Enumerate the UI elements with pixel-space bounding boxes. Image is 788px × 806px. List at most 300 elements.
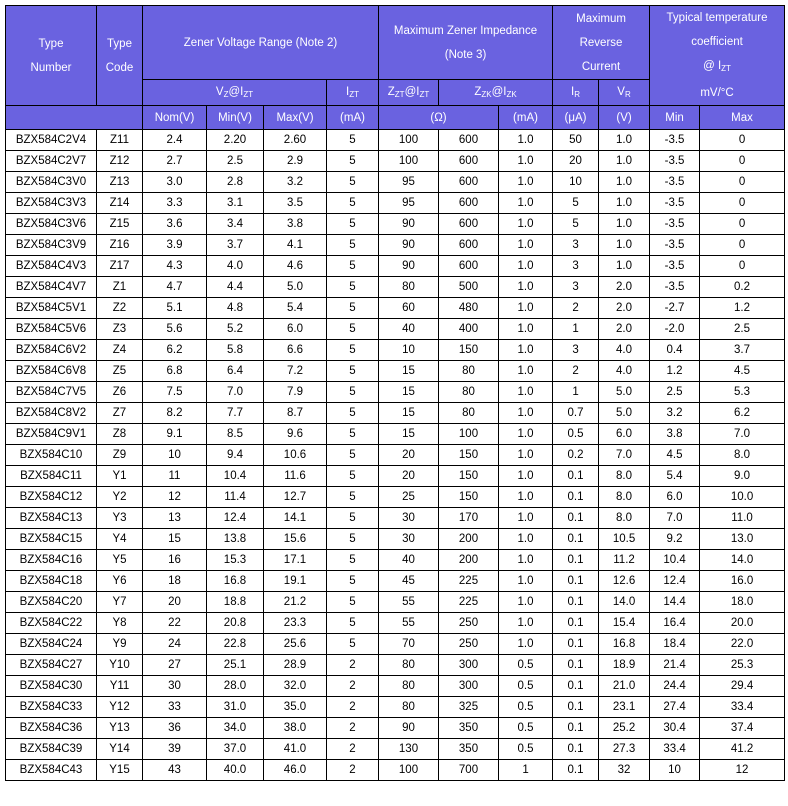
cell-type-number: BZX584C3V9	[6, 235, 97, 256]
header-type-number: Type Number	[6, 6, 97, 106]
cell-tc-min: 6.0	[650, 487, 700, 508]
cell-zzk: 170	[439, 508, 499, 529]
cell-type-code: Z12	[97, 151, 143, 172]
cell-tc-max: 9.0	[700, 466, 785, 487]
cell-izt: 5	[327, 634, 379, 655]
cell-tc-min: -3.5	[650, 277, 700, 298]
cell-zzt: 55	[379, 613, 439, 634]
cell-tc-min: -3.5	[650, 130, 700, 151]
cell-izk: 1.0	[499, 487, 553, 508]
cell-vz-min: 3.4	[207, 214, 264, 235]
cell-tc-min: -2.0	[650, 319, 700, 340]
cell-vz-nom: 36	[143, 718, 207, 739]
cell-vr: 23.1	[599, 697, 650, 718]
cell-izk: 1.0	[499, 172, 553, 193]
cell-type-number: BZX584C18	[6, 571, 97, 592]
cell-zzk: 300	[439, 676, 499, 697]
cell-zzk: 350	[439, 739, 499, 760]
cell-vz-max: 46.0	[264, 760, 327, 781]
cell-zzt: 70	[379, 634, 439, 655]
cell-vz-min: 22.8	[207, 634, 264, 655]
cell-izk: 1.0	[499, 256, 553, 277]
cell-ir: 0.1	[553, 760, 599, 781]
cell-tc-min: 24.4	[650, 676, 700, 697]
cell-zzt: 80	[379, 697, 439, 718]
cell-izt: 5	[327, 424, 379, 445]
cell-vr: 1.0	[599, 151, 650, 172]
cell-izt: 5	[327, 235, 379, 256]
cell-vz-max: 5.0	[264, 277, 327, 298]
zener-diode-spec-table	[5, 5, 785, 781]
cell-vz-max: 21.2	[264, 592, 327, 613]
cell-zzk: 100	[439, 424, 499, 445]
cell-vz-nom: 4.3	[143, 256, 207, 277]
cell-vz-nom: 22	[143, 613, 207, 634]
header-unit-blank	[6, 106, 143, 130]
cell-vr: 1.0	[599, 130, 650, 151]
cell-vz-min: 2.20	[207, 130, 264, 151]
table-row	[6, 298, 785, 319]
cell-zzk: 600	[439, 130, 499, 151]
cell-vz-min: 15.3	[207, 550, 264, 571]
header-zzk-at-izk: $Z_{ZK}@I_{ZK}$	[439, 80, 553, 106]
cell-tc-max: 13.0	[700, 529, 785, 550]
cell-izk: 1.0	[499, 277, 553, 298]
cell-vz-max: 19.1	[264, 571, 327, 592]
cell-vz-nom: 30	[143, 676, 207, 697]
cell-ir: 0.1	[553, 676, 599, 697]
cell-izk: 0.5	[499, 697, 553, 718]
cell-vz-max: 7.9	[264, 382, 327, 403]
cell-tc-max: 12	[700, 760, 785, 781]
cell-zzk: 500	[439, 277, 499, 298]
cell-zzk: 250	[439, 613, 499, 634]
cell-type-code: Z9	[97, 445, 143, 466]
cell-izk: 1	[499, 760, 553, 781]
cell-izt: 2	[327, 655, 379, 676]
cell-tc-min: 27.4	[650, 697, 700, 718]
cell-type-code: Y8	[97, 613, 143, 634]
cell-izk: 1.0	[499, 403, 553, 424]
cell-vz-nom: 3.3	[143, 193, 207, 214]
cell-type-code: Z13	[97, 172, 143, 193]
cell-ir: 5	[553, 193, 599, 214]
cell-ir: 3	[553, 256, 599, 277]
table-header	[6, 6, 785, 130]
cell-vz-min: 5.2	[207, 319, 264, 340]
cell-vz-min: 34.0	[207, 718, 264, 739]
cell-ir: 0.1	[553, 592, 599, 613]
cell-tc-min: 1.2	[650, 361, 700, 382]
cell-tc-min: 10	[650, 760, 700, 781]
table-row	[6, 466, 785, 487]
table-row	[6, 277, 785, 298]
cell-vr: 10.5	[599, 529, 650, 550]
cell-type-number: BZX584C22	[6, 613, 97, 634]
table-row	[6, 235, 785, 256]
cell-tc-max: 0	[700, 235, 785, 256]
cell-tc-max: 4.5	[700, 361, 785, 382]
cell-vz-max: 5.4	[264, 298, 327, 319]
cell-vz-nom: 10	[143, 445, 207, 466]
cell-tc-max: 37.4	[700, 718, 785, 739]
cell-zzt: 95	[379, 193, 439, 214]
header-max-zener-impedance: Maximum Zener Impedance (Note 3)	[379, 6, 553, 80]
cell-vz-min: 3.7	[207, 235, 264, 256]
cell-type-number: BZX584C3V3	[6, 193, 97, 214]
cell-vz-nom: 3.9	[143, 235, 207, 256]
table-row	[6, 487, 785, 508]
cell-vz-nom: 2.7	[143, 151, 207, 172]
cell-ir: 1	[553, 382, 599, 403]
cell-ir: 0.1	[553, 487, 599, 508]
cell-type-number: BZX584C2V7	[6, 151, 97, 172]
cell-tc-max: 5.3	[700, 382, 785, 403]
cell-izt: 2	[327, 760, 379, 781]
table-row	[6, 445, 785, 466]
cell-type-code: Z16	[97, 235, 143, 256]
cell-zzt: 90	[379, 235, 439, 256]
cell-izk: 1.0	[499, 445, 553, 466]
cell-vr: 8.0	[599, 466, 650, 487]
cell-tc-max: 0.2	[700, 277, 785, 298]
cell-tc-max: 2.5	[700, 319, 785, 340]
cell-type-number: BZX584C6V2	[6, 340, 97, 361]
cell-tc-min: 7.0	[650, 508, 700, 529]
cell-ir: 0.1	[553, 466, 599, 487]
cell-type-number: BZX584C27	[6, 655, 97, 676]
cell-izt: 5	[327, 256, 379, 277]
cell-vz-min: 7.7	[207, 403, 264, 424]
cell-vz-nom: 6.2	[143, 340, 207, 361]
table-row	[6, 592, 785, 613]
cell-zzk: 600	[439, 214, 499, 235]
cell-type-number: BZX584C33	[6, 697, 97, 718]
table-row	[6, 340, 785, 361]
cell-vz-max: 6.0	[264, 319, 327, 340]
cell-zzt: 80	[379, 655, 439, 676]
cell-type-code: Z2	[97, 298, 143, 319]
header-max-reverse-current: Maximum Reverse Current	[553, 6, 650, 80]
cell-vr: 27.3	[599, 739, 650, 760]
cell-zzk: 480	[439, 298, 499, 319]
cell-vr: 4.0	[599, 361, 650, 382]
cell-type-code: Y5	[97, 550, 143, 571]
cell-zzk: 600	[439, 235, 499, 256]
header-unit-nom: Nom(V)	[143, 106, 207, 130]
cell-vz-nom: 4.7	[143, 277, 207, 298]
cell-type-number: BZX584C10	[6, 445, 97, 466]
cell-zzt: 100	[379, 151, 439, 172]
header-unit-min: Min(V)	[207, 106, 264, 130]
cell-vz-nom: 6.8	[143, 361, 207, 382]
table-row	[6, 151, 785, 172]
cell-type-code: Z5	[97, 361, 143, 382]
cell-type-number: BZX584C24	[6, 634, 97, 655]
cell-zzt: 30	[379, 529, 439, 550]
cell-zzt: 40	[379, 319, 439, 340]
cell-izk: 0.5	[499, 676, 553, 697]
cell-vz-nom: 11	[143, 466, 207, 487]
header-temp-coefficient: Typical temperature coefficient @ $I_{ZT}$ mV/°C	[650, 6, 785, 106]
cell-zzt: 80	[379, 676, 439, 697]
cell-vz-nom: 27	[143, 655, 207, 676]
cell-vz-min: 18.8	[207, 592, 264, 613]
cell-tc-max: 20.0	[700, 613, 785, 634]
cell-type-code: Y9	[97, 634, 143, 655]
cell-vr: 25.2	[599, 718, 650, 739]
header-izt: $I_{ZT}$	[327, 80, 379, 106]
cell-tc-min: -3.5	[650, 193, 700, 214]
table-row	[6, 361, 785, 382]
cell-type-code: Z11	[97, 130, 143, 151]
cell-tc-max: 10.0	[700, 487, 785, 508]
cell-tc-min: 5.4	[650, 466, 700, 487]
cell-tc-min: 16.4	[650, 613, 700, 634]
cell-type-number: BZX584C39	[6, 739, 97, 760]
cell-tc-min: 10.4	[650, 550, 700, 571]
cell-zzt: 90	[379, 256, 439, 277]
cell-zzt: 15	[379, 403, 439, 424]
cell-izt: 5	[327, 592, 379, 613]
cell-zzk: 600	[439, 151, 499, 172]
table-row	[6, 256, 785, 277]
cell-tc-min: 18.4	[650, 634, 700, 655]
cell-ir: 0.1	[553, 718, 599, 739]
cell-izk: 1.0	[499, 235, 553, 256]
cell-tc-min: 14.4	[650, 592, 700, 613]
cell-vz-max: 2.9	[264, 151, 327, 172]
cell-vz-max: 32.0	[264, 676, 327, 697]
cell-vz-nom: 7.5	[143, 382, 207, 403]
cell-type-number: BZX584C9V1	[6, 424, 97, 445]
cell-vr: 7.0	[599, 445, 650, 466]
cell-vz-min: 2.5	[207, 151, 264, 172]
cell-vz-min: 2.8	[207, 172, 264, 193]
cell-izk: 1.0	[499, 466, 553, 487]
cell-vz-max: 38.0	[264, 718, 327, 739]
cell-zzk: 150	[439, 487, 499, 508]
cell-type-number: BZX584C2V4	[6, 130, 97, 151]
table-row	[6, 697, 785, 718]
cell-zzt: 20	[379, 445, 439, 466]
cell-vz-nom: 39	[143, 739, 207, 760]
cell-vz-nom: 3.6	[143, 214, 207, 235]
cell-izt: 5	[327, 298, 379, 319]
cell-vz-max: 10.6	[264, 445, 327, 466]
header-unit-max: Max(V)	[264, 106, 327, 130]
cell-ir: 50	[553, 130, 599, 151]
table-row	[6, 655, 785, 676]
cell-vz-max: 41.0	[264, 739, 327, 760]
cell-izt: 5	[327, 151, 379, 172]
cell-vz-min: 25.1	[207, 655, 264, 676]
cell-izk: 1.0	[499, 424, 553, 445]
cell-vz-max: 4.1	[264, 235, 327, 256]
cell-vz-max: 9.6	[264, 424, 327, 445]
cell-vr: 21.0	[599, 676, 650, 697]
cell-vz-nom: 3.0	[143, 172, 207, 193]
cell-vr: 1.0	[599, 256, 650, 277]
cell-vz-max: 17.1	[264, 550, 327, 571]
header-unit-izt-ma: (mA)	[327, 106, 379, 130]
cell-ir: 5	[553, 214, 599, 235]
cell-type-code: Y14	[97, 739, 143, 760]
cell-tc-max: 18.0	[700, 592, 785, 613]
cell-zzt: 20	[379, 466, 439, 487]
cell-vz-nom: 12	[143, 487, 207, 508]
cell-vr: 5.0	[599, 382, 650, 403]
cell-zzt: 30	[379, 508, 439, 529]
cell-izt: 5	[327, 130, 379, 151]
cell-type-number: BZX584C4V7	[6, 277, 97, 298]
header-zzt-at-izt: $Z_{ZT}@I_{ZT}$	[379, 80, 439, 106]
cell-zzk: 400	[439, 319, 499, 340]
cell-vz-min: 4.0	[207, 256, 264, 277]
cell-vz-max: 12.7	[264, 487, 327, 508]
cell-ir: 2	[553, 361, 599, 382]
header-unit-tc-min: Min	[650, 106, 700, 130]
cell-izt: 5	[327, 319, 379, 340]
cell-type-code: Y15	[97, 760, 143, 781]
datasheet-table-container	[5, 5, 785, 781]
header-type-code: Type Code	[97, 6, 143, 106]
cell-izk: 1.0	[499, 634, 553, 655]
cell-tc-min: -3.5	[650, 151, 700, 172]
cell-type-number: BZX584C30	[6, 676, 97, 697]
cell-tc-min: 21.4	[650, 655, 700, 676]
cell-vz-max: 8.7	[264, 403, 327, 424]
cell-ir: 1	[553, 319, 599, 340]
table-row	[6, 718, 785, 739]
cell-vz-nom: 5.1	[143, 298, 207, 319]
cell-vz-min: 12.4	[207, 508, 264, 529]
cell-vz-max: 15.6	[264, 529, 327, 550]
cell-vz-min: 7.0	[207, 382, 264, 403]
cell-type-code: Z3	[97, 319, 143, 340]
cell-izk: 1.0	[499, 529, 553, 550]
cell-tc-min: 4.5	[650, 445, 700, 466]
cell-vz-nom: 16	[143, 550, 207, 571]
cell-izk: 1.0	[499, 613, 553, 634]
table-row	[6, 382, 785, 403]
cell-tc-min: -3.5	[650, 256, 700, 277]
cell-zzk: 200	[439, 529, 499, 550]
cell-tc-max: 0	[700, 172, 785, 193]
cell-zzk: 700	[439, 760, 499, 781]
cell-izk: 1.0	[499, 193, 553, 214]
cell-type-code: Y6	[97, 571, 143, 592]
cell-zzt: 40	[379, 550, 439, 571]
cell-type-code: Z15	[97, 214, 143, 235]
cell-vz-max: 3.5	[264, 193, 327, 214]
cell-izt: 5	[327, 361, 379, 382]
cell-tc-max: 22.0	[700, 634, 785, 655]
cell-zzk: 80	[439, 403, 499, 424]
header-zener-voltage-range: Zener Voltage Range (Note 2)	[143, 6, 379, 80]
cell-vz-min: 16.8	[207, 571, 264, 592]
cell-ir: 10	[553, 172, 599, 193]
cell-izk: 1.0	[499, 382, 553, 403]
cell-vz-min: 6.4	[207, 361, 264, 382]
cell-tc-min: 30.4	[650, 718, 700, 739]
cell-type-number: BZX584C36	[6, 718, 97, 739]
cell-izk: 1.0	[499, 550, 553, 571]
cell-vr: 8.0	[599, 508, 650, 529]
cell-izt: 5	[327, 571, 379, 592]
cell-vr: 2.0	[599, 319, 650, 340]
cell-vr: 2.0	[599, 298, 650, 319]
cell-izt: 2	[327, 697, 379, 718]
cell-izt: 5	[327, 466, 379, 487]
cell-izk: 1.0	[499, 508, 553, 529]
cell-tc-min: -2.7	[650, 298, 700, 319]
cell-zzt: 60	[379, 298, 439, 319]
cell-zzk: 150	[439, 340, 499, 361]
header-unit-izk-ma: (mA)	[499, 106, 553, 130]
header-unit-ua: (μA)	[553, 106, 599, 130]
cell-tc-max: 0	[700, 193, 785, 214]
cell-zzt: 15	[379, 424, 439, 445]
cell-tc-min: 0.4	[650, 340, 700, 361]
cell-type-code: Z17	[97, 256, 143, 277]
cell-ir: 3	[553, 340, 599, 361]
table-row	[6, 634, 785, 655]
cell-vz-max: 35.0	[264, 697, 327, 718]
cell-tc-min: 33.4	[650, 739, 700, 760]
cell-tc-max: 6.2	[700, 403, 785, 424]
cell-tc-max: 41.2	[700, 739, 785, 760]
cell-tc-max: 25.3	[700, 655, 785, 676]
table-row	[6, 529, 785, 550]
cell-zzt: 45	[379, 571, 439, 592]
cell-vz-nom: 5.6	[143, 319, 207, 340]
cell-vr: 18.9	[599, 655, 650, 676]
table-row	[6, 508, 785, 529]
cell-type-code: Y12	[97, 697, 143, 718]
cell-ir: 0.2	[553, 445, 599, 466]
cell-vz-max: 14.1	[264, 508, 327, 529]
cell-tc-max: 0	[700, 256, 785, 277]
cell-zzk: 300	[439, 655, 499, 676]
cell-tc-max: 29.4	[700, 676, 785, 697]
cell-tc-min: 3.2	[650, 403, 700, 424]
cell-izt: 5	[327, 529, 379, 550]
header-vz-at-izt: $V_Z@I_{ZT}$	[143, 80, 327, 106]
cell-vr: 4.0	[599, 340, 650, 361]
table-row	[6, 550, 785, 571]
cell-type-number: BZX584C8V2	[6, 403, 97, 424]
cell-izt: 5	[327, 508, 379, 529]
cell-zzt: 90	[379, 214, 439, 235]
cell-tc-max: 16.0	[700, 571, 785, 592]
cell-vr: 1.0	[599, 172, 650, 193]
cell-vz-max: 28.9	[264, 655, 327, 676]
cell-zzt: 95	[379, 172, 439, 193]
cell-zzk: 325	[439, 697, 499, 718]
table-row	[6, 319, 785, 340]
cell-type-code: Z14	[97, 193, 143, 214]
cell-vz-max: 7.2	[264, 361, 327, 382]
cell-type-number: BZX584C16	[6, 550, 97, 571]
cell-vz-max: 4.6	[264, 256, 327, 277]
cell-tc-max: 8.0	[700, 445, 785, 466]
cell-vr: 1.0	[599, 235, 650, 256]
cell-tc-max: 7.0	[700, 424, 785, 445]
cell-vr: 1.0	[599, 214, 650, 235]
cell-tc-max: 0	[700, 151, 785, 172]
cell-type-code: Z4	[97, 340, 143, 361]
